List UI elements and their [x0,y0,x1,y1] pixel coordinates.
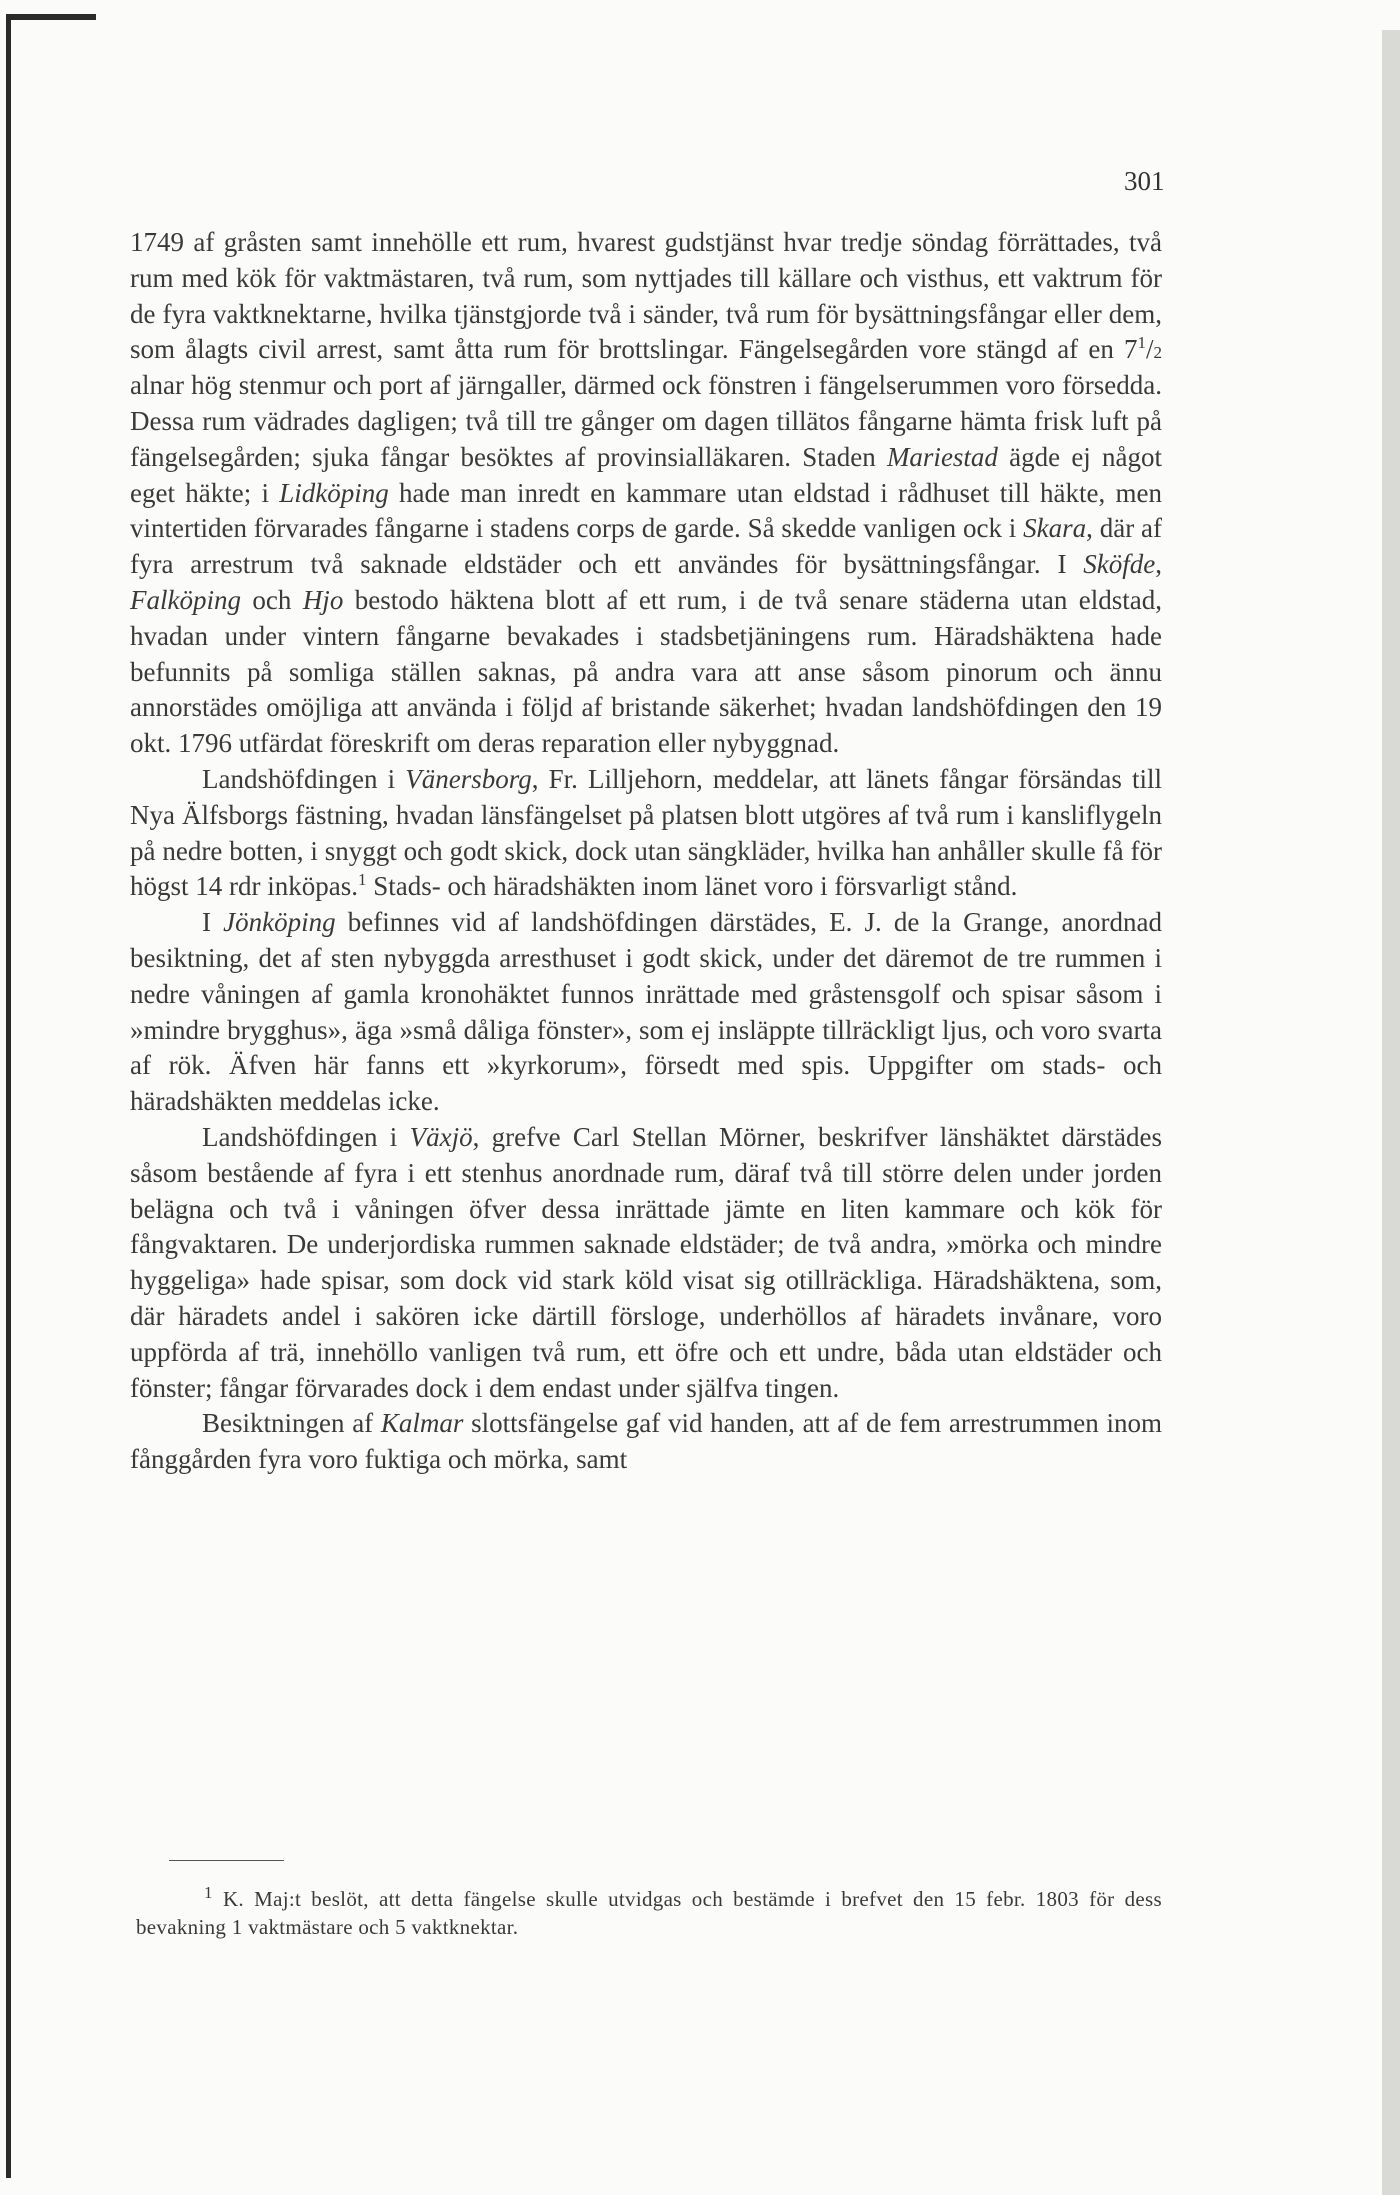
text-run: Landshöfdingen i [202,1121,410,1152]
place-name: Falköping [130,584,241,615]
paragraph [130,1406,1162,1478]
text-run: , grefve Carl Stellan Mörner, beskrifver länshäktet därstädes såsom bestående af fyra i ett stenhus anordnade rum, däraf två till större delen under jorden belägna och två i våningen öfver dessa inrättade jämte en liten kammare och kök för fångvaktaren. De underjordiska rummen saknade eldstäder; de två andra, »mörka och mindre hyggeliga» hade spisar, som dock vid stark köld visat sig otillräckliga. Häradshäktena, som, där häradets andel i sakören icke därtill försloge, underhöllos af häradets invånare, voro uppförda af trä, innehöllo vanligen två rum, ett öfre och ett undre, båda utan eldstäder och fönster; fångar förvarades dock i dem endast under själfva tingen. [130,1121,1162,1403]
page-edge-top [6,14,96,20]
footnote-text: K. Maj:t beslöt, att detta fängelse skulle utvidgas och bestämde i brefvet den 15 febr. 1803 för dess bevakning 1 vaktmästare och 5 vaktknektar. [136,1887,1162,1939]
paragraph [130,905,1162,1120]
page-edge-left [6,18,11,2178]
paragraph [130,225,1162,762]
paragraph [130,1120,1162,1406]
superscript: 1 [357,870,367,890]
footnote [136,1885,1162,1941]
body-text [130,225,1162,1478]
text-run: Landshöfdingen i [202,763,406,794]
place-name: Hjo [302,584,344,615]
text-run: hade man inredt en kammare utan eldstad i rådhuset till häkte, men vintertiden förvarades fångarne i stadens corps de garde. Så skedde vanligen ock i [130,477,1162,544]
text-run: , [1155,549,1162,580]
place-name: Skara [1023,513,1087,544]
text-run: Stads- och häradshäkten inom länet voro i försvarligt stånd. [366,871,1018,902]
text-run: slottsfängelse gaf vid handen, att af de fem arrestrummen inom fånggården fyra voro fuktiga och mörka, samt [130,1408,1162,1475]
paragraph [130,762,1162,905]
footnote-rule [169,1860,284,1861]
fraction-denominator: 2 [1153,343,1162,363]
text-run: bestodo häktena blott af ett rum, i de två senare städerna utan eldstad, hvadan under vintern fångarne bevakades i stadsbetjäningens rum. Häradshäktena hade befunnits på somliga ställen saknas, på andra vara att anse såsom pinorum och ännu annorstädes omöjliga att använda i följd af bristande säkerhet; hvadan landshöfdingen den 19 okt. 1796 utfärdat föreskrift om deras reparation eller nybyggnad. [130,584,1162,759]
text-run: , där af fyra arrestrum två saknade eldstäder och ett användes för bysättningsfångar. I [130,513,1162,580]
text-run: Besiktningen af [202,1408,381,1439]
place-name: Sköfde [1083,549,1156,580]
text-run: alnar hög stenmur och port af järngaller, därmed ock fönstren i fängelserummen voro försedda. Dessa rum vädrades dagligen; två till tre gånger om dagen tillätos fångarne hämta frisk luft på fängelsegården; sjuka fångar besöktes af provinsialläkaren. Staden [130,370,1162,472]
place-name: Växjö [409,1121,473,1152]
text-run: I [202,907,224,938]
text-run: / [1145,334,1154,365]
text-run: befinnes vid af landshöfdingen därstädes, E. J. de la Grange, anordnad besiktning, det af sten nybyggda arresthuset i godt skick, under det däremot de tre rummen i nedre våningen af gamla kronohäktet funnos inrättade med gråstensgolf och spisar såsom i »mindre brygghus», äga »små dåliga fönster», som ej insläppte tillräckligt ljus, och voro svarta af rök. Äfven här fanns ett »kyrkorum», försedt med spis. Uppgifter om stads- och häradshäkten meddelas icke. [130,907,1162,1117]
place-name: Lidköping [279,477,389,508]
text-run: , Fr. Lilljehorn, meddelar, att länets fångar försändas till Nya Älfsborgs fästning, hvadan länsfängelset på platsen blott utgöres af två rum i kansliflygeln på nedre botten, i snyggt och godt skick, dock utan sängkläder, hvilka han anhåller skulle få för högst 14 rdr inköpas. [130,763,1162,902]
footnote-paragraph [136,1885,1162,1941]
footnote-marker: 1 [204,1883,213,1902]
page-edge-right [1382,30,1400,2195]
place-name: Mariestad [886,441,998,472]
text-run: ägde ej något eget häkte; i [130,441,1162,508]
place-name: Jönköping [223,907,336,938]
text-run: och [240,584,303,615]
superscript: 1 [1137,333,1146,353]
text-run: 1749 af gråsten samt innehölle ett rum, hvarest gudstjänst hvar tredje söndag förrättades, två rum med kök för vaktmästaren, två rum, som nyttjades till källare och visthus, ett vaktrum för de fyra vaktknektarne, hvilka tjänstgjorde två i sänder, två rum för bysättningsfångar eller dem, som ålagts civil arrest, samt åtta rum för brottslingar. Fängelsegården vore stängd af en 7 [130,227,1162,365]
page-number: 301 [1124,166,1165,196]
place-name: Kalmar [380,1408,464,1439]
place-name: Vänersborg [405,763,532,794]
